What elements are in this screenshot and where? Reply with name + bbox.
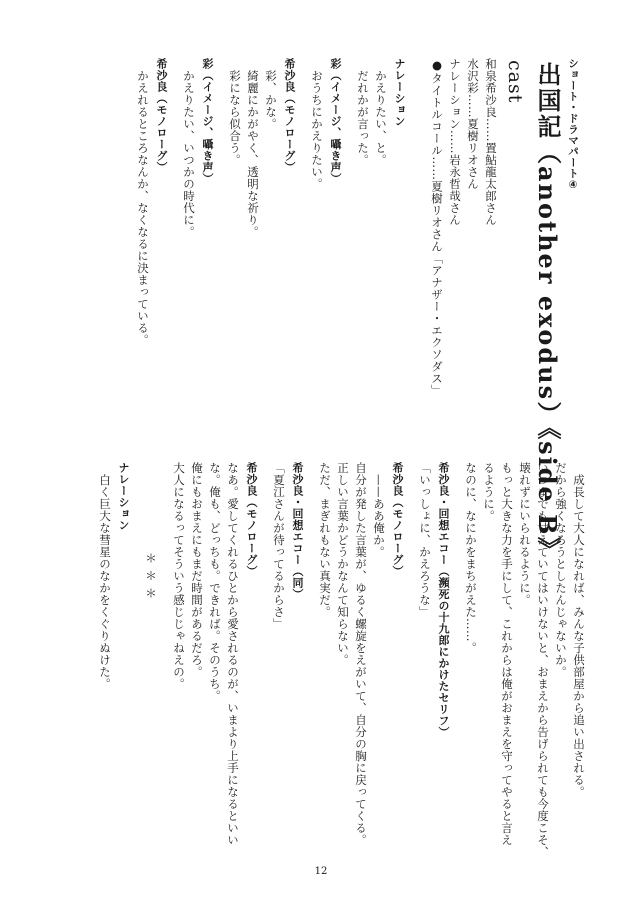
speaker-label: ナレーション xyxy=(393,58,406,127)
dialogue-line: 壊れずにいられるように。 xyxy=(518,462,532,606)
speaker-label: 彩（イメージ、囁き声） xyxy=(329,58,342,185)
page-title: 出国記（another exodus）《side B》 xyxy=(533,62,562,563)
dialogue-line: 成長して大人になれば、みんな子供部屋から追い出される。 xyxy=(572,474,586,798)
dialogue-line: 大人になるってそういう感じじゃねえの。 xyxy=(172,462,186,690)
dialogue-line: なあ。愛してくれるひとから愛されるのが、いまより上手になるといい xyxy=(226,462,240,846)
cast-line: ナレーション……岩永哲哉さん xyxy=(448,58,462,226)
speaker-label: 希沙良・回想エコー（同） xyxy=(291,462,304,600)
dialogue-line: だれかが言った。 xyxy=(356,70,370,166)
cast-line: 水沢彩……夏樹リオさん xyxy=(466,58,480,190)
dialogue-line: 綺麗にかがやく、透明な祈り。 xyxy=(246,70,260,238)
cast-line: 和泉希沙良……置鮎龍太郎さん xyxy=(484,58,498,226)
dialogue-line: 彩になら似合う。 xyxy=(228,70,242,166)
dialogue-line: るように。 xyxy=(482,462,496,522)
dialogue-line: だから強くなろうとしたんじゃないか。 xyxy=(554,462,568,678)
dialogue-line: おうちにかえりたい。 xyxy=(310,70,324,190)
speaker-label: ナレーション xyxy=(117,462,130,531)
cast-heading: cast xyxy=(504,60,526,104)
dialogue-line: かえれるところなんか、なくなるに決まっている。 xyxy=(136,70,150,346)
dialogue-line: な。俺も、どっちも。できれば。そのうち。 xyxy=(208,462,222,702)
bottom-section xyxy=(96,462,588,858)
dialogue-line: もっと大きな力を手にして、これからは俺がおまえを守ってやると言え xyxy=(500,462,514,846)
dialogue-line: 彩、かな。 xyxy=(264,70,278,130)
speaker-label: 希沙良・回想エコー（瀕死の十九郎にかけたセリフ） xyxy=(437,462,450,738)
subtitle: ショート・ドラマパート④ xyxy=(567,58,579,192)
cast-line: ●タイトルコール……夏樹リオさん「アナザー・エクソダス」 xyxy=(430,58,444,397)
dialogue-line: ——ああ俺か。 xyxy=(372,474,386,558)
dialogue-line: 正しい言葉かどうかなんて知らない。 xyxy=(336,462,350,666)
dialogue-line: かえりたい、と。 xyxy=(374,70,388,166)
speaker-label: 希沙良（モノローグ） xyxy=(391,462,404,577)
dialogue-line: 白く巨大な彗星のなかをくぐりぬけた。 xyxy=(98,474,112,690)
speaker-label: 希沙良（モノローグ） xyxy=(245,462,258,577)
dialogue-line: 自分が発した言葉が、ゆるく螺旋をえがいて、自分の胸に戻ってくる。 xyxy=(354,462,368,846)
dialogue-line: 「いっしょに、かえろうな」 xyxy=(418,462,432,618)
speaker-label: 希沙良（モノローグ） xyxy=(155,58,168,173)
dialogue-line: なのに、なにかをまちがえた……。 xyxy=(464,462,478,654)
section-end-mark: ＊＊＊ xyxy=(144,552,158,605)
page-number: 12 xyxy=(314,866,328,877)
dialogue-line: かえりたい、いつかの時代に。 xyxy=(182,70,196,238)
dialogue-line: 俺にもおまえにもまだ時間があるだろ。 xyxy=(190,462,204,678)
speaker-label: 彩（イメージ、囁き声） xyxy=(201,58,214,185)
speaker-label: 希沙良（モノローグ） xyxy=(283,58,296,173)
dialogue-line: 「夏江さんが待ってるからさ」 xyxy=(272,462,286,630)
dialogue-line: いつまでも甘えていてはいけないと、おまえから告げられても今度こそ、 xyxy=(536,462,550,858)
dialogue-line: ただ、まぎれもない真実だ。 xyxy=(318,462,332,618)
